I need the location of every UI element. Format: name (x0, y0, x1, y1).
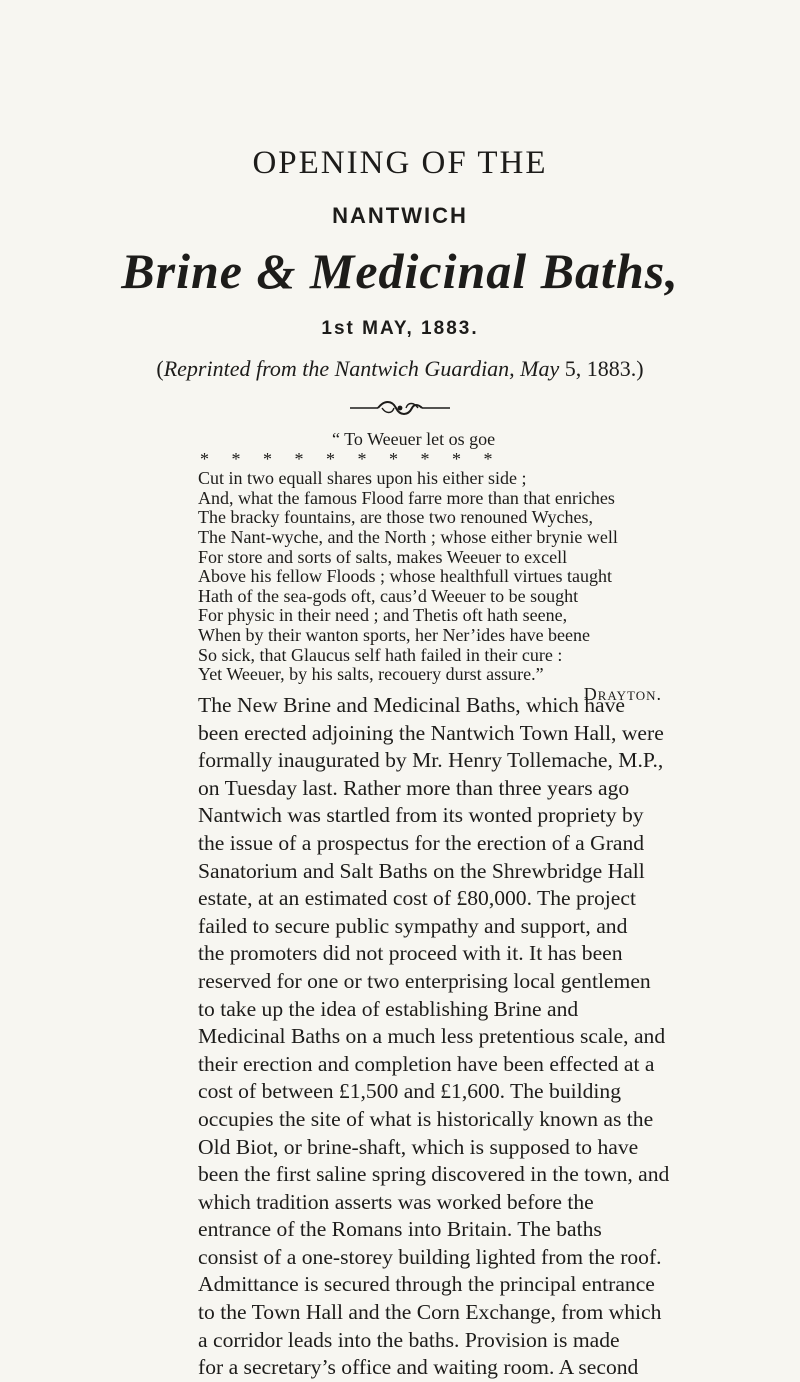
body-line: formally inaugurated by Mr. Henry Tollemache, M.P., (198, 748, 664, 773)
body-line: Medicinal Baths on a much less pretentious scale, and (198, 1024, 666, 1049)
poem-line: Hath of the sea-gods oft, caus’d Weeuer to be sought (198, 585, 579, 606)
body-line: their erection and completion have been effected at a (198, 1051, 655, 1076)
body-line: which tradition asserts was worked before the (198, 1189, 594, 1214)
body-line: Admittance is secured through the principal entrance (198, 1272, 655, 1297)
poem-line: When by their wanton sports, her Ner’ides have beene (198, 624, 591, 645)
body-line: failed to secure public sympathy and support, and (198, 913, 628, 938)
body-line: Old Biot, or brine-shaft, which is supposed to have (198, 1134, 639, 1159)
poem-line: For store and sorts of salts, makes Weeuer to excell (198, 546, 568, 567)
body-line: estate, at an estimated cost of £80,000. The project (198, 886, 636, 911)
body-line: entrance of the Romans into Britain. The baths (198, 1217, 602, 1242)
body-line: the promoters did not proceed with it. It has been (198, 941, 623, 966)
poem-line: “ To Weeuer let os goe (332, 429, 496, 449)
poem-line: So sick, that Glaucus self hath failed in their cure : (198, 644, 563, 665)
poem-line: * * * * * * * * * * (200, 448, 493, 469)
title-line-2: NANTWICH (332, 203, 468, 228)
body-line: been the first saline spring discovered in the town, and (198, 1162, 670, 1187)
body-line: occupies the site of what is historically known as the (198, 1106, 654, 1131)
date-line: 1st MAY, 1883. (321, 318, 479, 339)
poem-line: The bracky fountains, are those two renouned Wyches, (198, 507, 593, 528)
poem-line: The Nant-wyche, and the North ; whose either brynie well (198, 526, 618, 547)
body-line: the issue of a prospectus for the erection of a Grand (198, 830, 645, 855)
body-line: for a secretary’s office and waiting room. A second (198, 1355, 639, 1380)
poem-attribution: Drayton. (583, 683, 662, 704)
title-line-1: OPENING OF THE (252, 145, 548, 181)
body-line: consist of a one-storey building lighted from the roof. (198, 1244, 662, 1269)
reprint-source: Reprinted from the Nantwich Guardian, May (163, 356, 560, 381)
reprint-note (0, 356, 800, 382)
body-line: on Tuesday last. Rather more than three years ago (198, 775, 630, 800)
body-line: reserved for one or two enterprising local gentlemen (198, 968, 651, 993)
body-line: The New Brine and Medicinal Baths, which have (198, 693, 625, 717)
poem-excerpt (198, 430, 778, 704)
poem-line: For physic in their need ; and Thetis oft hath seene, (198, 605, 568, 626)
body-line: Sanatorium and Salt Baths on the Shrewbridge Hall (198, 858, 645, 883)
title-line-3: Brine & Medicinal Baths, (121, 243, 679, 299)
poem-line: Cut in two equall shares upon his either side ; (198, 468, 527, 489)
body-line: to the Town Hall and the Corn Exchange, from which (198, 1300, 662, 1325)
article-body (198, 692, 783, 1382)
reprint-open: ( (156, 356, 164, 381)
body-line: a corridor leads into the baths. Provision is made (198, 1327, 620, 1352)
ornament-divider-icon (348, 398, 452, 418)
reprint-date: 5, 1883.) (559, 356, 644, 381)
body-line: to take up the idea of establishing Brine and (198, 996, 579, 1021)
body-line: been erected adjoining the Nantwich Town Hall, were (198, 720, 664, 745)
poem-line: Yet Weeuer, by his salts, recouery durst assure.” (198, 664, 544, 685)
poem-line: Above his fellow Floods ; whose healthfull virtues taught (198, 566, 612, 587)
poem-line: And, what the famous Flood farre more than that enriches (198, 487, 615, 508)
body-line: cost of between £1,500 and £1,600. The building (198, 1079, 622, 1104)
body-line: Nantwich was startled from its wonted propriety by (198, 803, 644, 828)
